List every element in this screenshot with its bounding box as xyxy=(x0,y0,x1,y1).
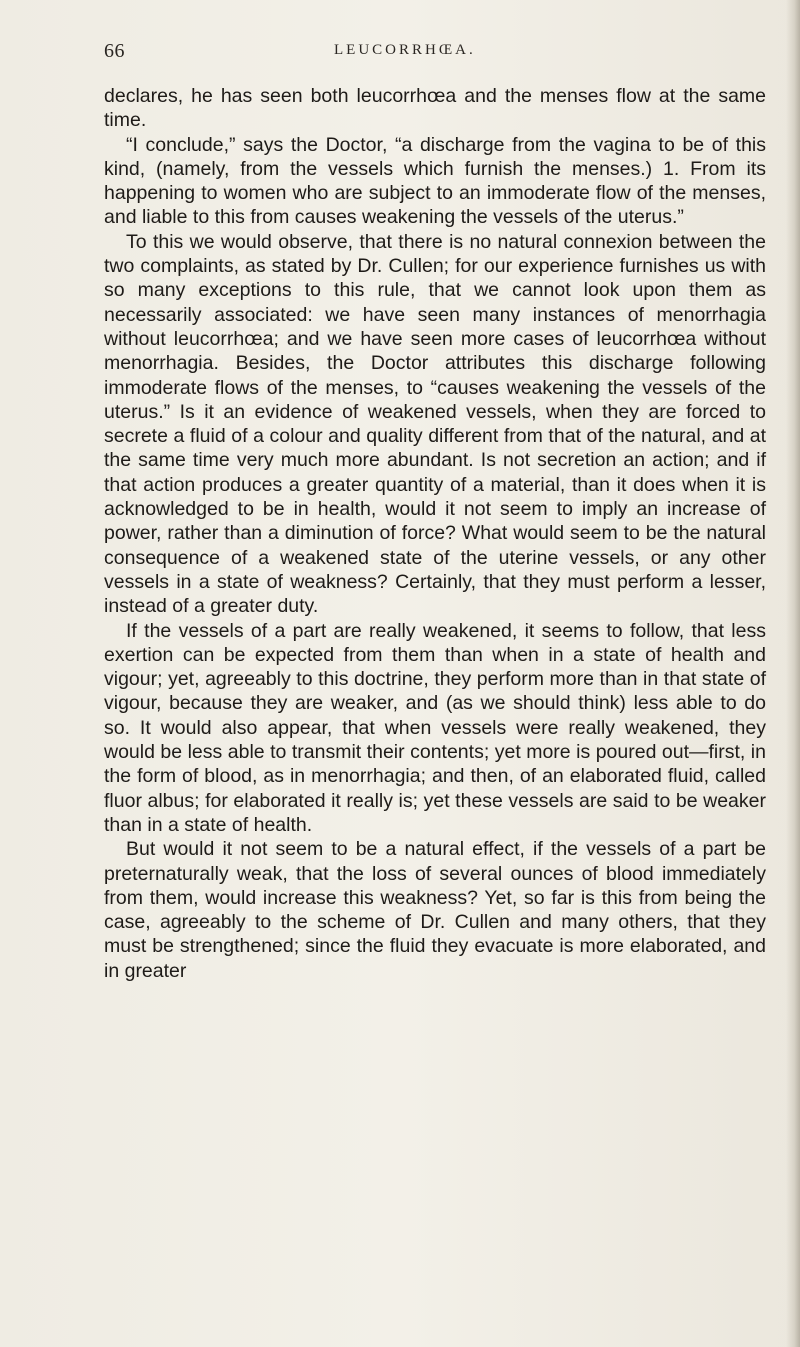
running-head: LEUCORRHŒA. xyxy=(334,42,476,58)
page-header xyxy=(104,40,766,64)
paragraph-3: To this we would observe, that there is no natural connexion between the two complaints, as stated by Dr. Cullen; for our experience furnishes us with so many exceptions to this rule, that we cannot look upon them as necessarily associated: we have seen many instances of menorrhagia without leucorrhœa; and we have seen more cases of leucorrhœa without menorrhagia. Besides, the Doctor attributes this discharge following immoderate flows of the menses, to “causes weakening the vessels of the uterus.” Is it an evidence of weakened vessels, when they are forced to secrete a fluid of a colour and quality different from that of the natural, and at the same time very much more abundant. Is not secretion an action; and if that action produces a greater quantity of a material, than it does when it is acknowledged to be in health, would it not seem to imply an increase of power, rather than a diminution of force? What would seem to be the natural consequence of a weakened state of the uterine vessels, or any other vessels in a state of weakness? Certainly, that they must perform a lesser, instead of a greater duty. xyxy=(104,230,766,618)
body-text xyxy=(104,84,766,983)
paragraph-2: “I conclude,” says the Doctor, “a discharge from the vagina to be of this kind, (namely, from the vessels which furnish the menses.) 1. From its happening to women who are subject to an immoderate flow of the menses, and liable to this from causes weakening the vessels of the uterus.” xyxy=(104,133,766,229)
paragraph-1: declares, he has seen both leucorrhœa and the menses flow at the same time. xyxy=(104,85,766,132)
page-number: 66 xyxy=(104,40,125,62)
page-edge-shadow xyxy=(786,0,800,1347)
paragraph-4: If the vessels of a part are really weakened, it seems to follow, that less exertion can be expected from them than when in a state of health and vigour; yet, agreeably to this doctrine, they perform more than in that state of vigour, because they are weaker, and (as we should think) less able to do so. It would also appear, that when vessels were really weakened, they would be less able to transmit their contents; yet more is poured out—first, in the form of blood, as in menorrhagia; and then, of an elaborated fluid, called fluor albus; for elaborated it really is; yet these vessels are said to be weaker than in a state of health. xyxy=(104,619,766,836)
paragraph-5: But would it not seem to be a natural effect, if the vessels of a part be preternaturally weak, that the loss of several ounces of blood immediately from them, would increase this weakness? Yet, so far is this from being the case, agreeably to the scheme of Dr. Cullen and many others, that they must be strengthened; since the fluid they evacuate is more elaborated, and in greater xyxy=(104,838,766,982)
